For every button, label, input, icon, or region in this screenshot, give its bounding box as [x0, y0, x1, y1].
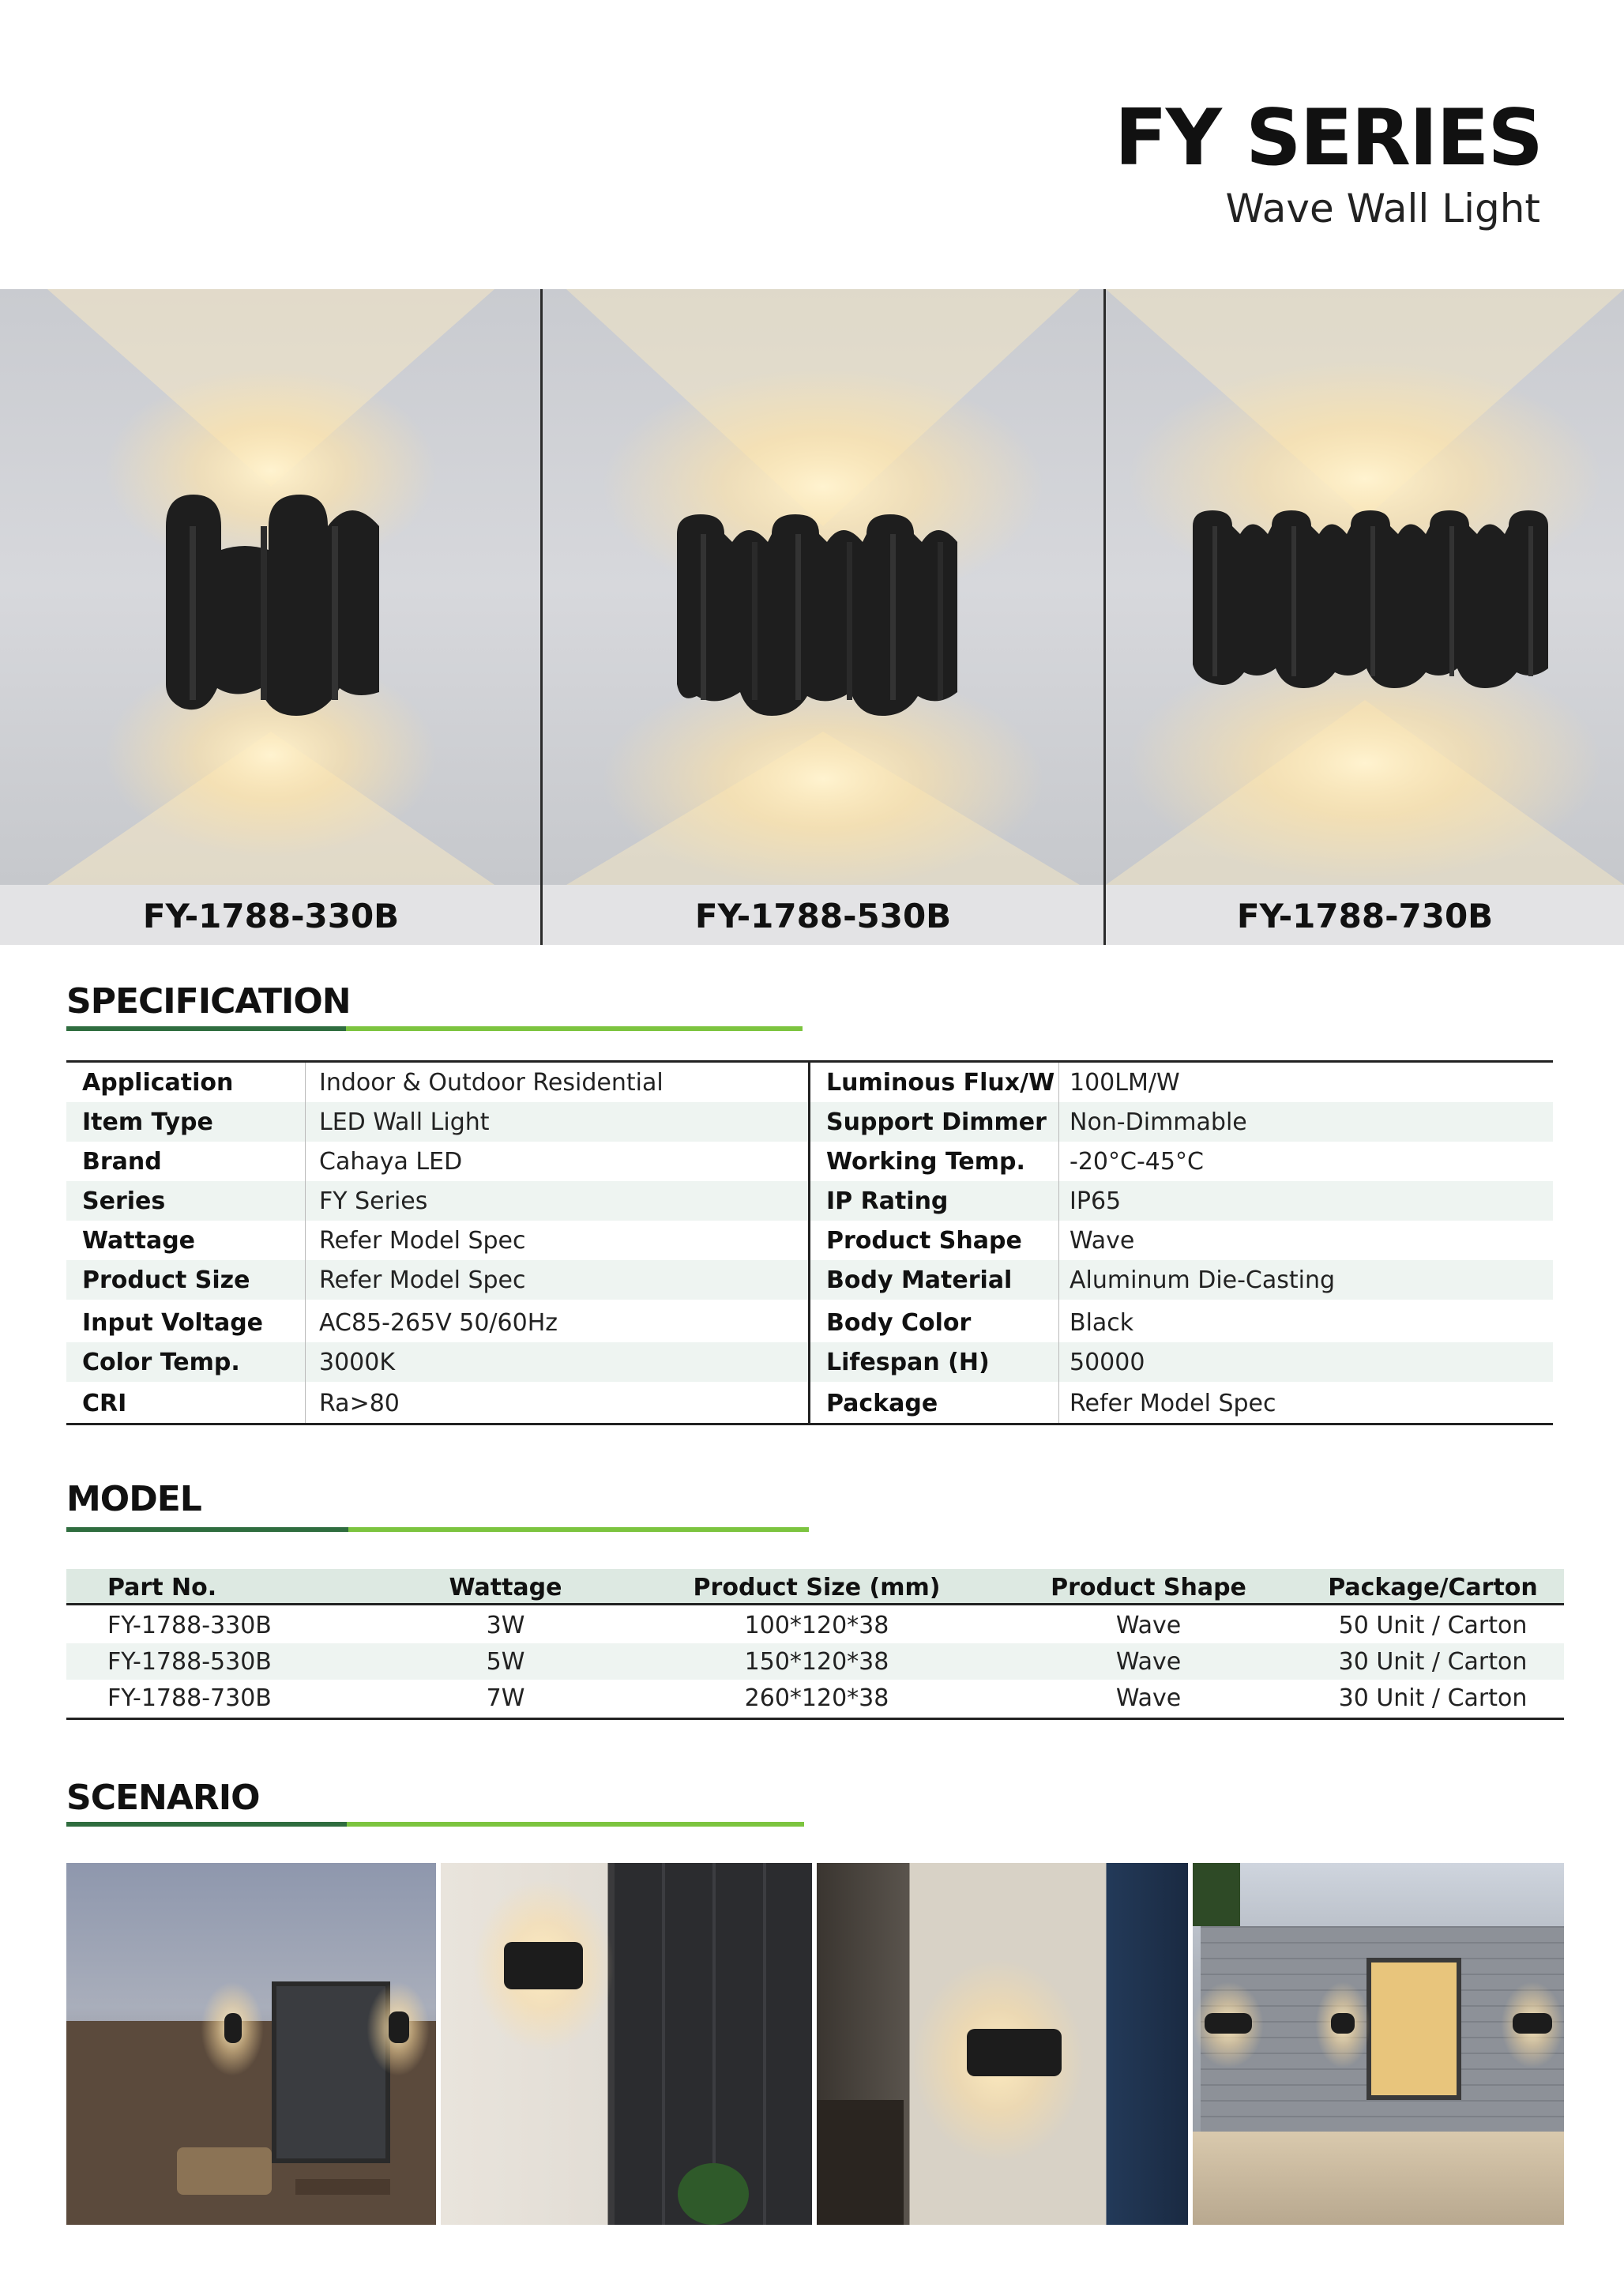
- model-wattage: 3W: [486, 1612, 525, 1639]
- model-wattage: 5W: [486, 1648, 525, 1676]
- model-size: 260*120*38: [744, 1684, 889, 1712]
- spec-label: Package: [826, 1390, 938, 1417]
- product-gallery: [0, 289, 1624, 945]
- model-header-part-no: Part No.: [107, 1574, 217, 1601]
- spec-label: Working Temp.: [826, 1148, 1025, 1176]
- wave-lamp-3-image: [0, 289, 542, 885]
- spec-value: -20°C-45°C: [1070, 1148, 1204, 1176]
- spec-label: Brand: [82, 1148, 162, 1176]
- model-shape: Wave: [1115, 1648, 1182, 1676]
- spec-value: 3000K: [319, 1349, 396, 1376]
- model-size: 150*120*38: [744, 1648, 889, 1676]
- model-size: 100*120*38: [744, 1612, 889, 1639]
- model-table-bottom-rule: [66, 1718, 1564, 1720]
- spec-value: FY Series: [319, 1187, 428, 1215]
- product-photo-530b: [543, 289, 1103, 885]
- model-heading: MODEL: [66, 1479, 201, 1519]
- product-model-label: FY-1788-530B: [694, 897, 952, 935]
- product-card-330b: [0, 289, 542, 945]
- model-header-shape: Product Shape: [1051, 1574, 1246, 1601]
- scenario-heading: SCENARIO: [66, 1778, 260, 1818]
- table-row: [66, 1643, 1564, 1680]
- scenario-photo-house: [1193, 1863, 1564, 2225]
- model-shape: Wave: [1115, 1684, 1182, 1712]
- model-header-size: Product Size (mm): [693, 1574, 941, 1601]
- spec-label: Product Size: [82, 1266, 250, 1294]
- spec-value: Wave: [1070, 1227, 1135, 1255]
- spec-center-divider: [808, 1063, 810, 1423]
- spec-label: Series: [82, 1187, 166, 1215]
- spec-label: Body Material: [826, 1266, 1013, 1294]
- spec-value: Refer Model Spec: [1070, 1390, 1276, 1417]
- model-table-header: [66, 1569, 1564, 1605]
- spec-label: Lifespan (H): [826, 1349, 990, 1376]
- product-card-530b: [543, 289, 1103, 945]
- spec-value: 50000: [1070, 1349, 1145, 1376]
- spec-value: Aluminum Die-Casting: [1070, 1266, 1336, 1294]
- table-row: [66, 1607, 1564, 1643]
- model-package: 30 Unit / Carton: [1338, 1684, 1528, 1712]
- scenario-photo-night-wall: [817, 1863, 1188, 2225]
- spec-label: Body Color: [826, 1309, 972, 1337]
- model-wattage: 7W: [486, 1684, 525, 1712]
- scenario-gallery: [66, 1863, 1564, 2225]
- product-photo-330b: [0, 289, 542, 885]
- spec-label: Luminous Flux/W: [826, 1069, 1055, 1097]
- scenario-photo-facade: [441, 1863, 812, 2225]
- model-package: 30 Unit / Carton: [1338, 1648, 1528, 1676]
- model-shape: Wave: [1115, 1612, 1182, 1639]
- specification-table: [66, 1060, 1553, 1425]
- spec-value: Non-Dimmable: [1070, 1108, 1247, 1136]
- spec-label: CRI: [82, 1390, 127, 1417]
- spec-label: Item Type: [82, 1108, 213, 1136]
- spec-column-divider: [305, 1063, 306, 1423]
- spec-value: IP65: [1070, 1187, 1122, 1215]
- spec-value: Refer Model Spec: [319, 1266, 526, 1294]
- product-model-label: FY-1788-730B: [1236, 897, 1494, 935]
- product-model-label: FY-1788-330B: [142, 897, 400, 935]
- spec-value: Indoor & Outdoor Residential: [319, 1069, 664, 1097]
- spec-value: 100LM/W: [1070, 1069, 1180, 1097]
- spec-value: Refer Model Spec: [319, 1227, 526, 1255]
- model-part-no: FY-1788-330B: [107, 1612, 272, 1639]
- model-table: [66, 1569, 1564, 1721]
- scenario-photo-patio: [66, 1863, 436, 2225]
- spec-value: Cahaya LED: [319, 1148, 463, 1176]
- model-header-wattage: Wattage: [449, 1574, 562, 1601]
- spec-label: IP Rating: [826, 1187, 949, 1215]
- series-subtitle: Wave Wall Light: [1225, 186, 1540, 231]
- spec-label: Application: [82, 1069, 234, 1097]
- model-part-no: FY-1788-530B: [107, 1648, 272, 1676]
- product-photo-730b: [1106, 289, 1624, 885]
- spec-column-divider: [1058, 1063, 1059, 1423]
- wave-lamp-5-image: [543, 289, 1103, 885]
- specification-heading: SPECIFICATION: [66, 981, 351, 1022]
- specification-underline: [66, 1026, 803, 1031]
- model-part-no: FY-1788-730B: [107, 1684, 272, 1712]
- product-card-730b: [1106, 289, 1624, 945]
- spec-value: LED Wall Light: [319, 1108, 490, 1136]
- spec-value: Ra>80: [319, 1390, 400, 1417]
- model-package: 50 Unit / Carton: [1338, 1612, 1528, 1639]
- model-header-package: Package/Carton: [1328, 1574, 1538, 1601]
- spec-value: AC85-265V 50/60Hz: [319, 1309, 558, 1337]
- scenario-underline: [66, 1822, 804, 1827]
- spec-label: Wattage: [82, 1227, 196, 1255]
- wave-lamp-7-image: [1106, 289, 1624, 885]
- series-title: FY SERIES: [1114, 93, 1542, 183]
- spec-value: Black: [1070, 1309, 1134, 1337]
- table-row: [66, 1680, 1564, 1716]
- spec-label: Input Voltage: [82, 1309, 264, 1337]
- spec-label: Support Dimmer: [826, 1108, 1047, 1136]
- model-underline: [66, 1527, 809, 1532]
- spec-label: Color Temp.: [82, 1349, 240, 1376]
- spec-label: Product Shape: [826, 1227, 1022, 1255]
